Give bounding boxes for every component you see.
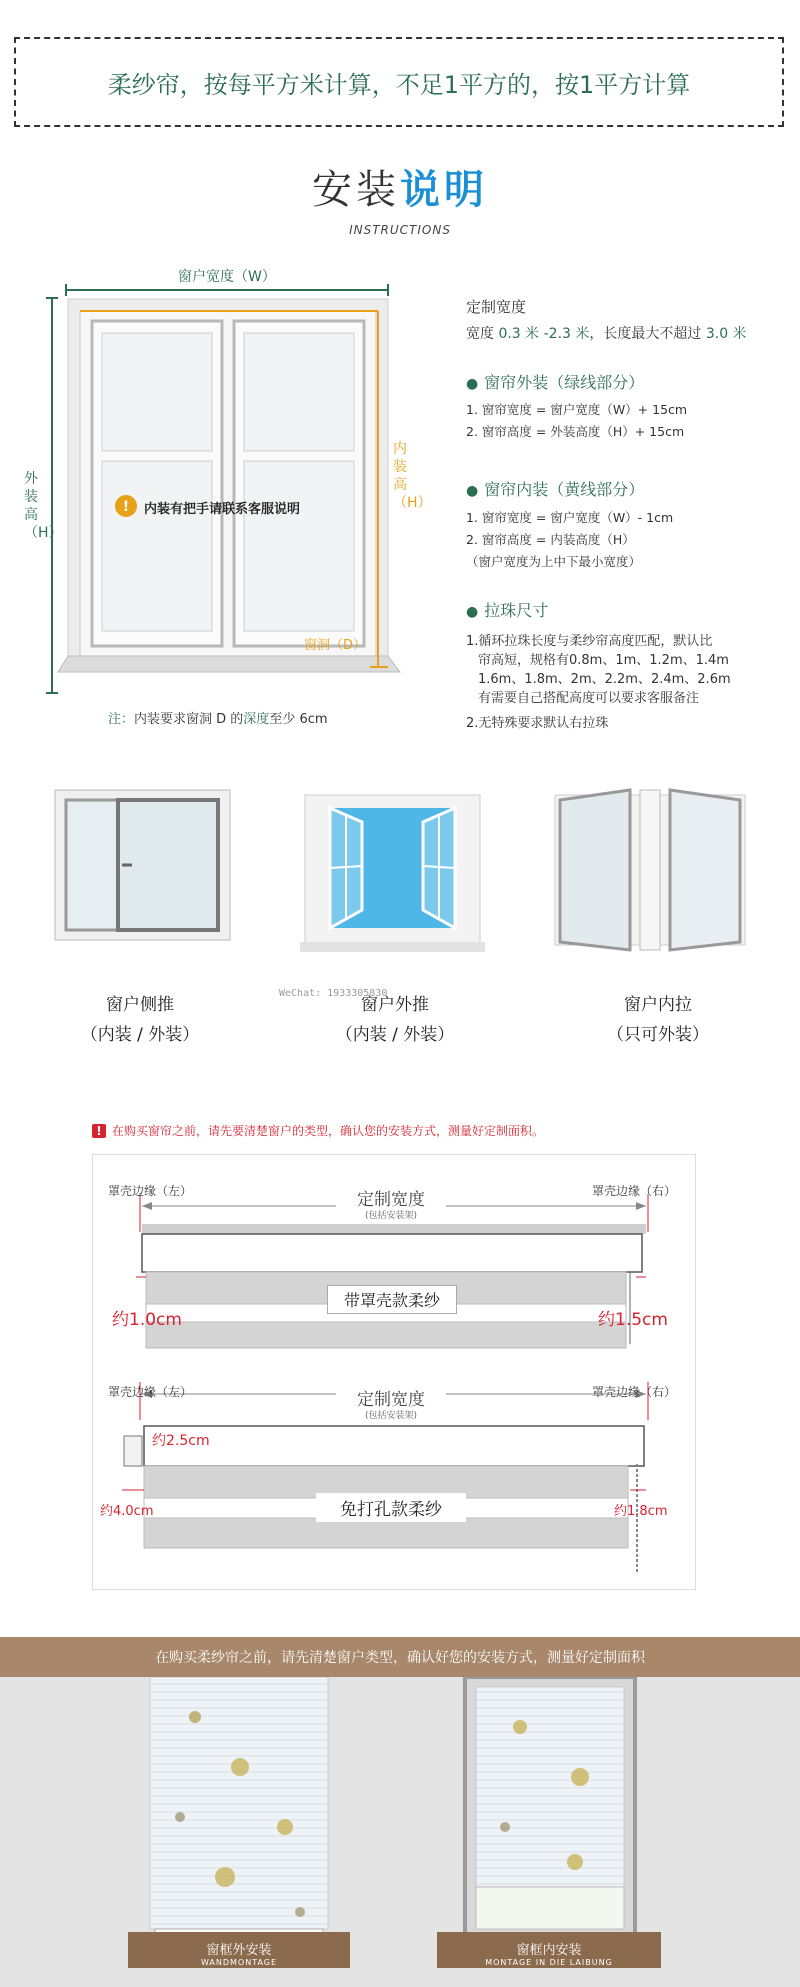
window-type-name: 窗户侧推	[106, 995, 174, 1015]
title-part-b: 说明	[400, 167, 488, 213]
width-range-pre: 宽度	[466, 326, 499, 342]
title-part-a: 安装	[312, 167, 400, 213]
page-subtitle: INSTRUCTIONS	[349, 223, 451, 237]
inner-install-heading: ● 窗帘内装（黄线部分）	[466, 480, 645, 499]
diagram2-right-edge: 罩壳边缘（右）	[592, 1385, 677, 1399]
bead-size-rules	[466, 632, 731, 733]
inner-rule-1: 1. 窗帘宽度 = 窗户宽度（W）- 1cm	[466, 510, 674, 525]
diagram2-product: 免打孔款柔纱	[316, 1493, 466, 1522]
width-range	[466, 323, 747, 343]
window-type-side-push	[40, 990, 240, 1050]
outer-rule-1: 1. 窗帘宽度 = 窗户宽度（W）+ 15cm	[466, 402, 688, 417]
outer-install-heading-text: 窗帘外装（绿线部分）	[484, 373, 645, 392]
diagram2-right-gap: 约1.8cm	[614, 1504, 668, 1519]
window-type-note: （内装 / 外装）	[335, 1025, 455, 1045]
diagram2-left-gap: 约4.0cm	[100, 1504, 154, 1519]
purchase-notice-text: 在购买窗帘之前，请先要清楚窗户的类型，确认您的安装方式，测量好定制面积。	[112, 1124, 545, 1138]
window-width-label: 窗户宽度（W）	[178, 269, 276, 285]
outside-mount-label-cn: 窗框外安装	[206, 1943, 272, 1958]
depth-note-deep: 深度	[243, 712, 270, 727]
window-type-name: 窗户外推	[361, 995, 429, 1015]
price-banner: 柔纱帘，按每平方米计算，不足1平方的，按1平方计算	[14, 37, 784, 127]
width-range-max: 3.0 米	[705, 326, 747, 342]
inner-height-label: 内装高（H）	[393, 441, 432, 511]
window-type-inward	[558, 990, 758, 1050]
window-type-outward	[295, 990, 495, 1050]
inner-install-heading-text: 窗帘内装（黄线部分）	[484, 480, 645, 499]
sliding-window-image	[55, 790, 230, 940]
custom-width-title: 定制宽度	[466, 298, 527, 316]
window-type-note: （内装 / 外装）	[80, 1025, 200, 1045]
installation-photos-drawing	[0, 1677, 800, 1987]
depth-note	[108, 708, 328, 727]
purchase-notice	[92, 1122, 544, 1139]
diagram2-width: 定制宽度	[336, 1385, 446, 1410]
inner-rule-2: 2. 窗帘高度 = 内装高度（H）	[466, 532, 635, 547]
diagram1-width: 定制宽度	[336, 1185, 446, 1210]
inside-mount-label	[437, 1932, 661, 1968]
diagram2-top-gap: 约2.5cm	[152, 1433, 210, 1449]
page-title	[0, 158, 800, 215]
window-hole-label: 窗洞（D）	[304, 638, 367, 653]
watermark: WeChat: 1933305830	[279, 988, 388, 999]
width-range-value: 0.3 米 -2.3 米	[498, 326, 590, 342]
inside-mount-photo	[465, 1677, 635, 1937]
outside-mount-photo	[150, 1677, 328, 1947]
diagram2-left-edge: 罩壳边缘（左）	[108, 1385, 193, 1399]
diagram1-width-sub: (包括安装架)	[364, 1211, 418, 1221]
window-types-illustration	[0, 770, 800, 975]
bottom-instruction-bar: 在购买柔纱帘之前，请先清楚窗户类型，确认好您的安装方式，测量好定制面积	[0, 1637, 800, 1677]
diagram1-left-edge: 罩壳边缘（左）	[108, 1184, 193, 1198]
bead-size-heading: ● 拉珠尺寸	[466, 601, 549, 620]
diagram1-right-gap: 约1.5cm	[598, 1310, 668, 1330]
bead-rule-1b: 帘高短，规格有0.8m、1m、1.2m、1.4m	[478, 653, 729, 668]
bead-rule-2: 2.无特殊要求默认右拉珠	[466, 716, 609, 731]
diagram1-right-edge: 罩壳边缘（右）	[592, 1184, 677, 1198]
inner-rule-3: （窗户宽度为上中下最小宽度）	[466, 554, 642, 569]
outside-mount-label-en: WANDMONTAGE	[200, 1958, 278, 1967]
bead-rule-1d: 有需要自己搭配高度可以要求客服备注	[478, 691, 700, 706]
outer-rule-2: 2. 窗帘高度 = 外装高度（H）+ 15cm	[466, 424, 685, 439]
bead-size-heading-text: 拉珠尺寸	[484, 601, 549, 620]
bead-rule-1c: 1.6m、1.8m、2m、2.2m、2.4m、2.6m	[478, 672, 731, 687]
outer-height-label: 外装高（H）	[24, 471, 63, 541]
window-type-name: 窗户内拉	[624, 995, 692, 1015]
diagram1-left-gap: 约1.0cm	[112, 1310, 182, 1330]
inner-install-rules	[466, 507, 673, 573]
diagram2-width-sub: (包括安装架)	[364, 1411, 418, 1421]
outer-install-heading: ● 窗帘外装（绿线部分）	[466, 373, 645, 392]
handle-note: 内装有把手请联系客服说明	[144, 502, 301, 517]
outer-install-rules	[466, 399, 687, 443]
outward-window-image	[300, 795, 485, 952]
window-type-note: （只可外装）	[607, 1025, 709, 1045]
inward-window-image	[555, 790, 745, 950]
width-range-mid: ，长度最大不超过	[589, 326, 706, 342]
inside-mount-label-cn: 窗框内安装	[516, 1943, 582, 1958]
depth-note-min: 至少 6cm	[269, 712, 328, 727]
svg-text:!: !	[122, 499, 130, 515]
bead-rule-1: 1.循环拉珠长度与柔纱帘高度匹配，默认比	[466, 634, 713, 649]
outside-mount-label	[128, 1932, 350, 1968]
warning-icon: !	[92, 1124, 106, 1138]
inside-mount-label-en: MONTAGE IN DIE LAIBUNG	[485, 1958, 613, 1967]
depth-note-text: 内装要求窗洞 D 的	[134, 712, 244, 727]
depth-note-prefix: 注：	[108, 712, 135, 727]
diagram1-product: 带罩壳款柔纱	[327, 1285, 457, 1314]
